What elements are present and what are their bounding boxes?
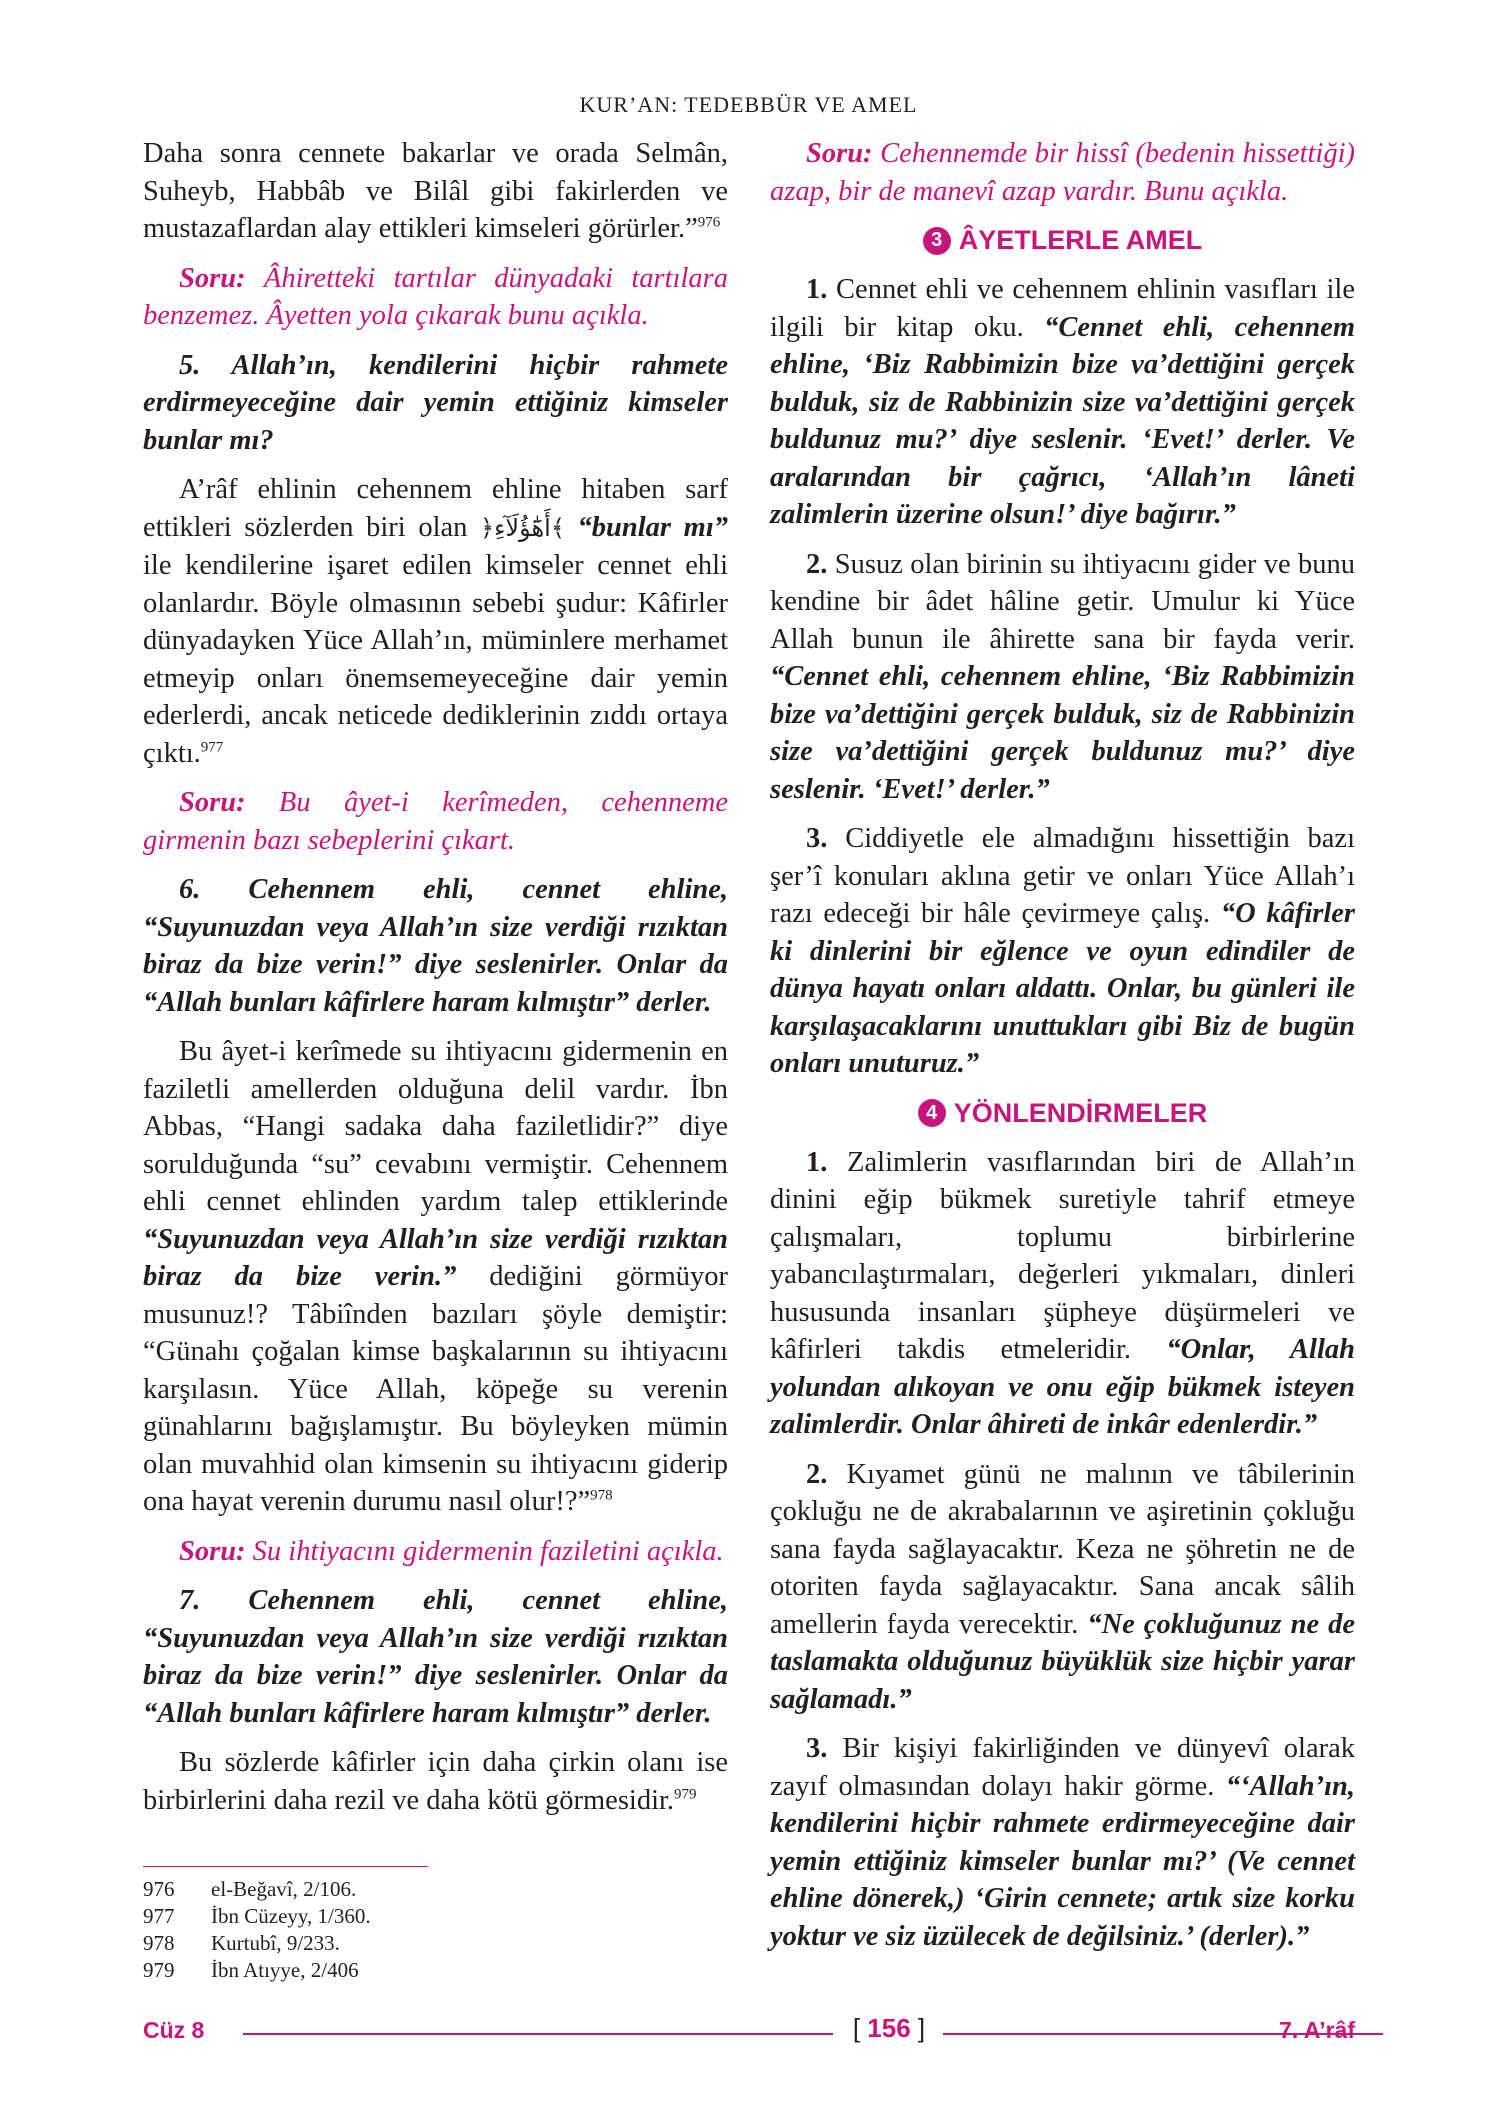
question-text: Su ihtiyacını gidermenin faziletini açıkla. bbox=[245, 1535, 724, 1567]
footnote-number: 979 bbox=[143, 1958, 175, 1982]
item-number: 2. bbox=[806, 548, 828, 580]
section-number-badge: 4 bbox=[918, 1099, 946, 1127]
footnotes bbox=[143, 1876, 728, 1984]
page-number bbox=[843, 2013, 935, 2044]
footnote-text: İbn Atıyye, 2/406 bbox=[211, 1958, 359, 1982]
footnote bbox=[143, 1876, 728, 1903]
item-text: Bir kişiyi fakirliğinden ve dünyevî olarak zayıf olmasından dolayı hakir görme. bbox=[770, 1733, 1355, 1802]
bracket-close: ] bbox=[917, 2013, 926, 2043]
quote-text: “O kâfirler ki dinlerini bir eğlence ve oyun edindiler de dünya hayatı onları aldattı. Onlar, bu günleri ile karşılaşacaklarını unuttukları gibi Biz de bugün onları unuturuz.” bbox=[770, 898, 1355, 1079]
paragraph bbox=[143, 135, 728, 248]
paragraph bbox=[143, 1744, 728, 1819]
running-title: KUR’AN: TEDEBBÜR VE AMEL bbox=[579, 92, 918, 117]
page-footer bbox=[143, 2013, 1355, 2053]
paragraph-text: dediğini görmüyor musunuz!? Tâbiînden bazıları şöyle demiştir: “Günahı çoğalan kimse başkalarının su ihtiyacını karşılasın. Yüce Allah, köpeğe su verenin günahlarını bağışlamıştır. Bu böyleyken mümin olan muvahhid olan kimsenin su ihtiyacını giderip ona hayat verenin durumu nasıl olur!?” bbox=[143, 1261, 728, 1517]
footnote bbox=[143, 1903, 728, 1930]
item-number: 3. bbox=[806, 1733, 828, 1764]
footnote-text: el-Beğavî, 2/106. bbox=[211, 1877, 357, 1901]
item-text: Cennet ehli ve cehennem ehlinin vasıfları ile ilgili bir kitap oku. bbox=[770, 274, 1355, 343]
left-column bbox=[143, 135, 728, 1831]
footnote-divider bbox=[143, 1866, 428, 1867]
verse-heading-7: 7. Cehennem ehli, cennet ehline, “Suyunuzdan veya Allah’ın size verdiği rızıktan biraz da bize verin!” diye seslenirler. Onlar da “Allah bunları kâfirlere haram kılmıştır” derler. bbox=[143, 1585, 728, 1729]
item-number: 1. bbox=[806, 1146, 828, 1178]
footnote-number: 976 bbox=[143, 1877, 175, 1901]
quote-text: “Cennet ehli, cehennem ehline, ‘Biz Rabbimizin bize va’dettiğini gerçek bulduk, siz de Rabbinizin size va’dettiğini gerçek buldunuz mu?’ diye seslenir. ‘Evet!’ derler. Ve aralarından bir çağrıcı, ‘Allah’ın lâneti zalimlerin üzerine olsun!’ diye bağırır.” bbox=[770, 311, 1355, 530]
paragraph-text: Bu âyet-i kerîmede su ihtiyacını gidermenin en faziletli amellerden olduğuna delil vardır. İbn Abbas, “Hangi sadaka daha faziletlidir?” diye sorulduğunda “su” cevabını vermiştir. Cehennem ehli cennet ehlinden yardım talep ettiklerinde bbox=[143, 1036, 728, 1217]
verse-heading-5: 5. Allah’ın, kendilerini hiçbir rahmete erdirmeyeceğine dair yemin ettiğiniz kimseler bunlar mı? bbox=[143, 349, 728, 456]
verse-heading-6: 6. Cehennem ehli, cennet ehline, “Suyunuzdan veya Allah’ın size verdiği rızıktan biraz da bize verin!” diye seslenirler. Onlar da “Allah bunları kâfirlere haram kılmıştır” derler. bbox=[143, 874, 728, 1018]
footer-rule-left bbox=[243, 2033, 833, 2035]
question bbox=[143, 260, 728, 335]
section-heading-ayetlerle-amel bbox=[770, 222, 1355, 259]
item-number: 2. bbox=[806, 1458, 828, 1490]
quote-text: “Ne çokluğunuz ne de taslamakta olduğunuz büyüklük size hiçbir yarar sağlamadı.” bbox=[770, 1608, 1355, 1715]
list-item bbox=[770, 820, 1355, 1083]
item-text: Zalimlerin vasıflarından biri de Allah’ın dinini eğip bükmek suretiyle tahrif etmeye çalışmaları, toplumu birbirlerine yabancılaştırmaları, değerleri yıkmaları, dinleri hususunda insanları şüpheye düşürmeleri ve kâfirleri takdis etmeleridir. bbox=[770, 1146, 1355, 1365]
page-number-value: 156 bbox=[867, 2013, 911, 2043]
question-label: Soru: bbox=[179, 262, 246, 294]
question bbox=[143, 784, 728, 859]
question-label: Soru: bbox=[179, 1535, 246, 1567]
paragraph-text: Bu sözlerde kâfirler için daha çirkin olanı ise birbirlerini daha rezil ve daha kötü görmesidir. bbox=[143, 1747, 728, 1816]
list-item bbox=[770, 1730, 1355, 1955]
footnote-number: 978 bbox=[143, 1931, 175, 1955]
question bbox=[143, 1533, 728, 1571]
footnote-text: Kurtubî, 9/233. bbox=[211, 1931, 340, 1955]
question-label: Soru: bbox=[806, 138, 873, 169]
item-text: Kıyamet günü ne malının ve tâbilerinin çokluğu ne de akrabalarının ve aşiretinin çokluğu sana fayda sağlayacaktır. Keza ne şöhretin ne de otoriten fayda sağlayacaktır. Sana ancak sâlih amellerin fayda verecektir. bbox=[770, 1458, 1355, 1640]
list-item bbox=[770, 1456, 1355, 1719]
question-text: Bu âyet-i kerîmeden, cehenneme girmenin bazı sebeplerini çıkart. bbox=[143, 787, 728, 856]
quote-text: “Suyunuzdan veya Allah’ın size verdiği rızıktan biraz da bize verin.” bbox=[143, 1223, 728, 1292]
paragraph-text: A’râf ehlinin cehennem ehline hitaben sarf ettikleri sözlerden biri olan bbox=[143, 474, 728, 543]
arabic-quote: ﴿أَهَٰٓؤُلَآءِ﴾ bbox=[480, 513, 565, 542]
section-title: ÂYETLERLE AMEL bbox=[958, 225, 1203, 255]
footnote-ref[interactable]: 979 bbox=[674, 1786, 697, 1802]
bracket-open: [ bbox=[852, 2013, 861, 2043]
footnote-text: İbn Cüzeyy, 1/360. bbox=[211, 1904, 371, 1928]
quote-text: “‘Allah’ın, kendilerini hiçbir rahmete erdirmeyeceğine dair yemin ettiğiniz kimseler bunlar mı?’ (Ve cennet ehline dönerek,) ‘Girin cennete; artık size korku yoktur ve siz üzülecek de değilsiniz.’ (derler).” bbox=[770, 1770, 1355, 1952]
item-text: Susuz olan birinin su ihtiyacını gider ve bunu kendine bir âdet hâline getir. Umulur ki Yüce Allah bunun ile âhirette sana bir fayda verir. bbox=[770, 548, 1355, 655]
footnote-ref[interactable]: 978 bbox=[590, 1487, 613, 1504]
footnote-ref[interactable]: 977 bbox=[200, 739, 224, 755]
section-heading-yonlendirmeler bbox=[770, 1095, 1355, 1132]
question-text: Âhiretteki tartılar dünyadaki tartılara benzemez. Âyetten yola çıkarak bunu açıkla. bbox=[143, 262, 728, 331]
paragraph bbox=[143, 471, 728, 772]
footnote bbox=[143, 1930, 728, 1957]
paragraph-text: ile kendilerine işaret edilen kimseler cennet ehli olanlardır. Böyle olmasının sebebi şudur: Kâfirler dünyadayken Yüce Allah’ın, müminlere merhamet etmeyip onları önemsemeyeceğine dair yemin ederlerdi, ancak neticede dediklerinin zıddı ortaya çıktı. bbox=[143, 550, 728, 769]
footnote-ref[interactable]: 976 bbox=[697, 214, 721, 231]
footnote bbox=[143, 1957, 728, 1984]
question-text: Cehennemde bir hissî (bedenin hissettiği) azap, bir de manevî azap vardır. Bunu açıkla. bbox=[770, 138, 1355, 207]
question bbox=[770, 135, 1355, 210]
paragraph bbox=[143, 1033, 728, 1521]
list-item bbox=[770, 271, 1355, 534]
quote-text: “Cennet ehli, cehennem ehline, ‘Biz Rabbimizin bize va’dettiğini gerçek bulduk, siz de Rabbinizin size va’dettiğini gerçek buldunuz mu?’ diye seslenir. ‘Evet!’ derler.” bbox=[770, 661, 1355, 805]
footnote-number: 977 bbox=[143, 1904, 175, 1928]
list-item bbox=[770, 1144, 1355, 1444]
right-column bbox=[770, 135, 1355, 1967]
paragraph-text: Daha sonra cennete bakarlar ve orada Selmân, Suheyb, Habbâb ve Bilâl gibi fakirlerden ve mustazaflardan alay ettikleri kimseleri görürler.” bbox=[143, 138, 728, 244]
item-text: Ciddiyetle ele almadığını hissettiğin bazı şer’î konuları aklına getir ve onları Yüce Allah’ı razı edeceği bir hâle çevirmeye çalış. bbox=[770, 823, 1355, 929]
item-number: 1. bbox=[806, 274, 828, 305]
juz-label: Cüz 8 bbox=[143, 2017, 205, 2043]
quote-text: “bunlar mı” bbox=[564, 511, 728, 543]
question-label: Soru: bbox=[179, 787, 246, 818]
sura-label: 7. A’râf bbox=[1279, 2017, 1355, 2043]
item-number: 3. bbox=[806, 823, 828, 854]
section-title: YÖNLENDİRMELER bbox=[953, 1097, 1208, 1128]
list-item bbox=[770, 546, 1355, 809]
section-number-badge: 3 bbox=[923, 227, 951, 255]
quote-text: “Onlar, Allah yolundan alıkoyan ve onu eğip bükmek isteyen zalimlerdir. Onlar âhireti de inkâr edenlerdir.” bbox=[770, 1334, 1355, 1440]
